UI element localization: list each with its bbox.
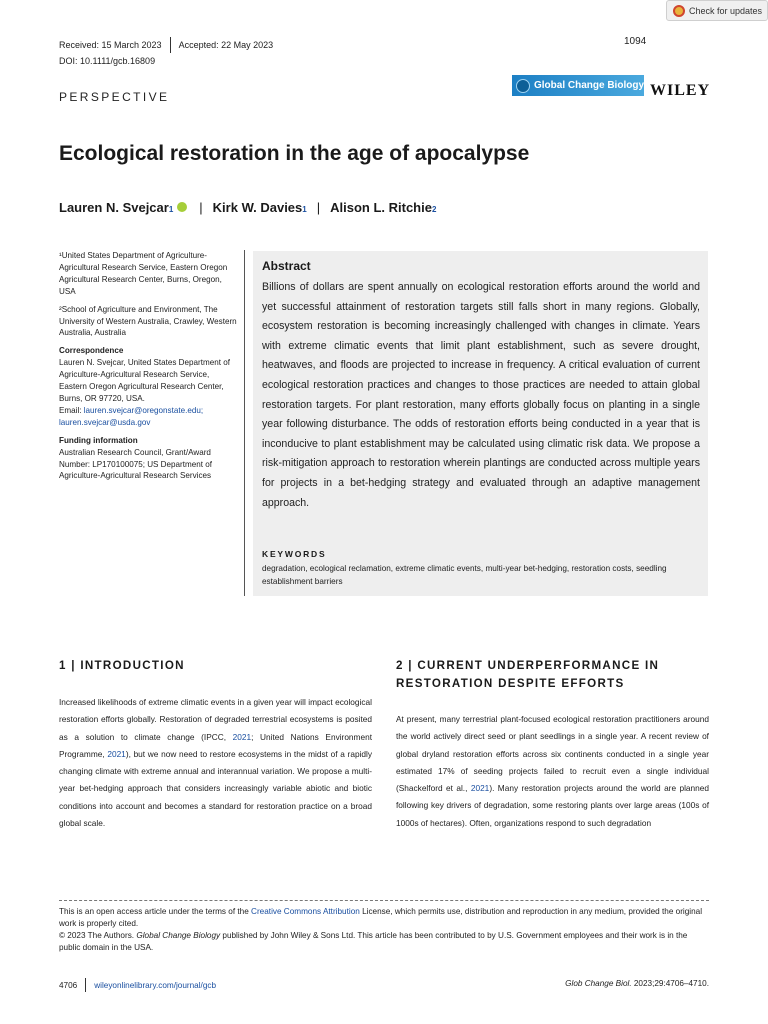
affiliation-1: ¹United States Department of Agriculture-Agricultural Research Service, Eastern Oregon Agricultural Research Center, Burns, Oregon, USA [59,251,228,296]
author-name[interactable]: Kirk W. Davies [212,200,303,215]
correspondence-text: Lauren N. Svejcar, United States Department of Agriculture-Agricultural Research Service, Eastern Oregon Agricultural Research Center, Burns, OR 97720, USA. [59,358,230,403]
funding-heading: Funding information [59,435,138,445]
author-separator: | [199,200,203,215]
article-title: Ecological restoration in the age of apocalypse [59,142,530,165]
email-link[interactable]: lauren.svejcar@usda.gov [59,417,151,427]
author-affiliation-mark[interactable]: 1 [168,205,174,214]
article-dates [59,37,273,53]
section-2-text-a: At present, many terrestrial plant-focused ecological restoration practitioners around the world actively direct seed or plant seedlings in a single year. A recent review of global dryland restoration efforts across six continents conducted in a single year estimated 17% of seeding projects failed to recruit even a single individual (Shackelford et al., [396,714,709,794]
doi: DOI: 10.1111/gcb.16809 [59,56,156,66]
author-affiliation-mark[interactable]: 2 [431,205,437,214]
section-2-heading-line-2: RESTORATION DESPITE EFFORTS [396,677,625,690]
citation-journal: Glob Change Biol. [565,979,632,988]
author-name[interactable]: Alison L. Ritchie [330,200,432,215]
citation-link[interactable]: 2021 [232,731,252,742]
copyright-text-b: published by John Wiley & Sons Ltd. This article has been contributed to by U.S. Government employees and their work is in the public domain in the USA. [59,931,688,952]
section-1-heading: 1 | INTRODUCTION [59,659,185,672]
column-divider [244,250,245,596]
author-name[interactable]: Lauren N. Svejcar [59,200,169,215]
section-2-heading-line-1: 2 | CURRENT UNDERPERFORMANCE IN [396,659,660,672]
email-label: Email: [59,405,82,415]
citation-info [565,979,709,988]
meta-divider [170,37,171,53]
citation-details: 2023;29:4706–4710. [631,979,709,988]
check-for-updates-label: Check for updates [689,5,763,16]
footer-divider-bar [85,978,86,992]
author-list [59,200,436,215]
footer-divider [59,900,709,901]
license-text-a: This is an open access article under the terms of the [59,907,252,916]
page-marker: 1094 [624,36,647,47]
journal-logo[interactable] [512,75,644,96]
check-for-updates-button[interactable] [666,0,768,21]
abstract-heading: Abstract [262,259,311,273]
correspondence-heading: Correspondence [59,346,124,356]
email-link[interactable]: lauren.svejcar@oregonstate.edu; [83,405,204,415]
citation-link[interactable]: 2021 [107,748,126,759]
accepted-date: Accepted: 22 May 2023 [178,40,274,50]
affiliation-2: ²School of Agriculture and Environment, The University of Western Australia, Crawley, Western Australia, Australia [59,304,237,338]
author-affiliation-mark[interactable]: 1 [302,205,307,214]
funding-text: Australian Research Council, Grant/Award Number: LP170100075; US Department of Agriculture-Agricultural Research Services [59,447,212,481]
affiliations-column [59,250,239,488]
section-1-text-a: Increased likelihoods of extreme climatic events in a given year will impact ecological restoration efforts globally. Restoration of degraded terrestrial ecosystems is posited as a solution to climate change (IPCC, [59,697,372,742]
license-notice [59,906,709,954]
license-text-b: License, which permits use, distribution and reproduction in any medium, provided the original work is properly cited. [59,907,703,928]
page-number: 4706 [59,980,78,990]
check-updates-icon [673,5,685,17]
copyright-journal: Global Change Biology [136,931,221,940]
journal-name: Global Change Biology [534,80,645,91]
copyright-text-a: © 2023 The Authors. [59,931,137,940]
section-2-text-b: ). Many restoration projects around the world are planned following key drivers of degradation, some restoring plants over large areas (100s of 1000s of hectares). Often, organizations respond to such degradation [396,783,710,828]
citation-link[interactable]: 2021 [470,783,490,794]
article-type: PERSPECTIVE [59,90,170,104]
orcid-icon[interactable] [177,202,187,212]
section-1-text-c: ), but we now need to restore ecosystems in the midst of a rapidly changing climate with extreme annual and interannual variation. We propose a multi-year bet-hedging approach that considers increasingly variable abiotic and biotic conditions into account and becomes a standard for restoration practice on a broad global scale. [59,748,373,829]
section-2-heading [396,657,659,693]
author-separator: | [316,200,321,215]
publisher-logo[interactable]: WILEY [650,82,711,99]
section-1-text [59,694,372,832]
section-2-text [396,711,709,832]
journal-site-link[interactable]: wileyonlinelibrary.com/journal/gcb [94,980,217,990]
abstract-text: Billions of dollars are spent annually on ecological restoration efforts around the world and yet successful attainment of restoration targets still falls short in many regions. Globally, ecosystem restoration is becoming increasingly challenged with changes in climate. Years with extreme climatic events that limit plant establishment, such as severe drought, heatwaves, and floods are projected to increase in frequency. A critical evaluation of current ecological restoration practices and changes to those practices are needed to attain global restoration targets. For plant restoration, many efforts globally focus on planting in a single year following disturbance. The odds of restoration efforts being conducted in a year that is inconducive to plant establishment may be calculated using climatic risk data. We propose a risk-mitigation approach to restoration wherein plantings are conducted across multiple years for projects in a bet-hedging strategy and evaluated through an adaptive management approach. [262,281,700,509]
keywords-heading: KEYWORDS [262,549,327,559]
keywords-text: degradation, ecological reclamation, extreme climatic events, multi-year bet-hedging, restoration costs, seedling establishment barriers [262,564,667,586]
creative-commons-link[interactable]: Creative Commons Attribution [251,907,360,916]
globe-icon [516,79,530,93]
received-date: Received: 15 March 2023 [59,40,162,50]
section-1-text-b: ; United Nations Environment Programme, [59,731,372,759]
